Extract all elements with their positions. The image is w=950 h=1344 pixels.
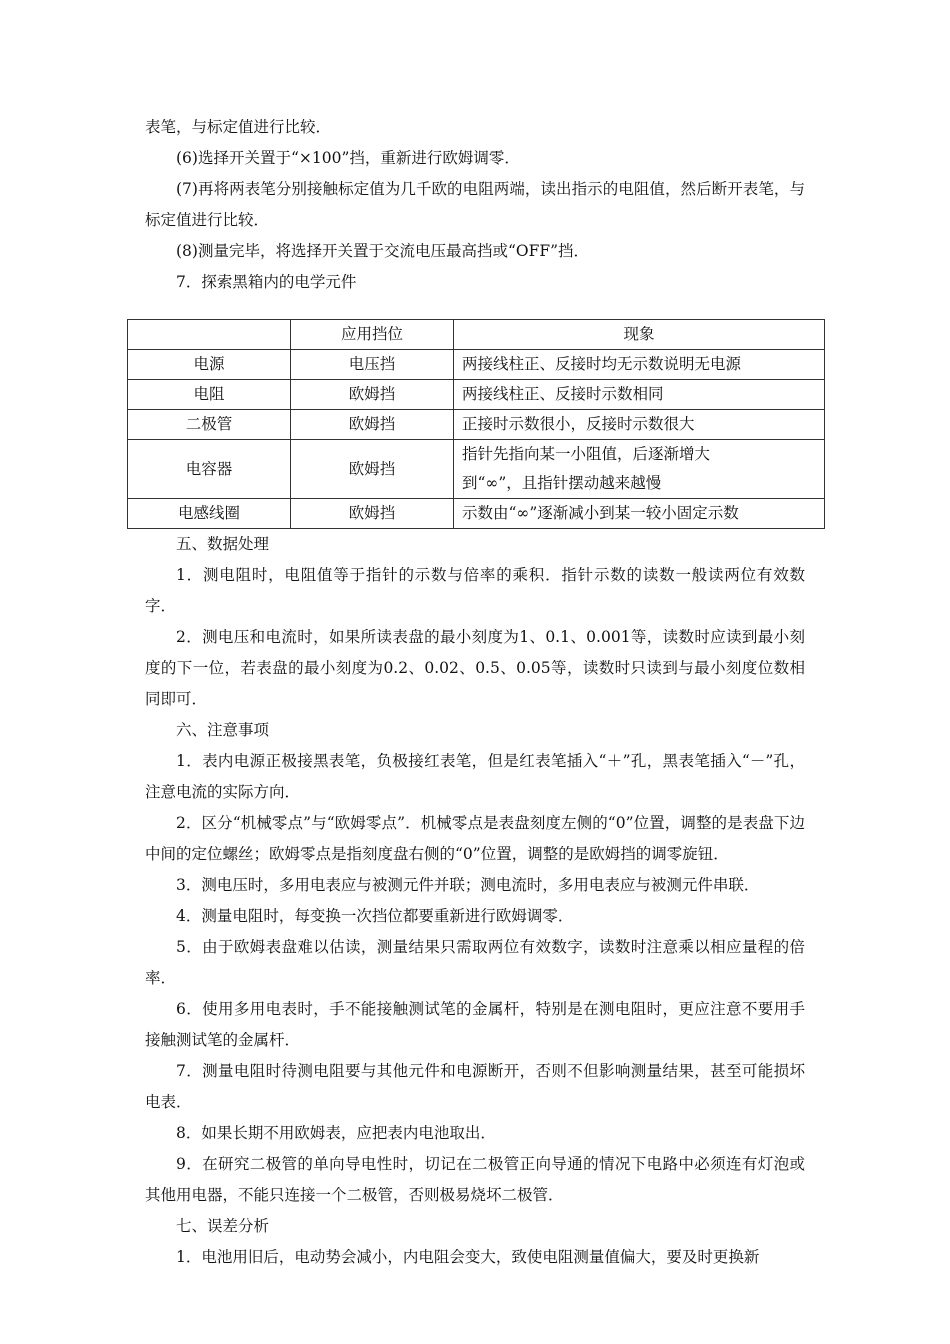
paragraph-precaution-2: 2．区分“机械零点”与“欧姆零点”．机械零点是表盘刻度左侧的“0”位置，调整的是表盘下边中间的定位螺丝；欧姆零点是指刻度盘右侧的“0”位置，调整的是欧姆挡的调零旋钮． xyxy=(145,814,805,863)
paragraph-precaution-7: 7．测量电阻时待测电阻要与其他元件和电源断开，否则不但影响测量结果，甚至可能损坏电表． xyxy=(145,1062,805,1111)
section-title-data-processing: 五、数据处理 xyxy=(176,535,270,553)
table-header-row xyxy=(128,320,825,350)
table-cell: 欧姆挡 xyxy=(291,410,454,440)
paragraph-step-8: (8)测量完毕，将选择开关置于交流电压最高挡或“OFF”挡． xyxy=(176,242,590,260)
paragraph-data-1: 1．测电阻时，电阻值等于指针的示数与倍率的乘积．指针示数的读数一般读两位有效数字． xyxy=(145,566,805,615)
table-cell: 欧姆挡 xyxy=(291,499,454,529)
paragraph-continuation: 表笔，与标定值进行比较． xyxy=(145,118,332,136)
table-cell: 指针先指向某一小阻值，后逐渐增大到“∞”，且指针摆动越来越慢 xyxy=(454,440,825,499)
table-header-cell xyxy=(128,320,291,350)
table-cell: 欧姆挡 xyxy=(291,380,454,410)
paragraph-data-2: 2．测电压和电流时，如果所读表盘的最小刻度为1、0.1、0.001等，读数时应读到最小刻度的下一位，若表盘的最小刻度为0.2、0.02、0.5、0.05等，读数时只读到与最小刻度位数相同即可． xyxy=(145,628,805,708)
table-row xyxy=(128,440,825,499)
table-cell: 电容器 xyxy=(128,440,291,499)
table-cell: 正接时示数很小，反接时示数很大 xyxy=(454,410,825,440)
table-cell: 两接线柱正、反接时示数相同 xyxy=(454,380,825,410)
paragraph-precaution-1: 1．表内电源正极接黑表笔，负极接红表笔，但是红表笔插入“＋”孔，黑表笔插入“－”孔，注意电流的实际方向． xyxy=(145,752,805,801)
table-cell: 电压挡 xyxy=(291,350,454,380)
table-cell: 电源 xyxy=(128,350,291,380)
paragraph-blackbox-heading: 7．探索黑箱内的电学元件 xyxy=(176,273,357,291)
section-title-precautions: 六、注意事项 xyxy=(176,721,270,739)
paragraph-error-1: 1．电池用旧后，电动势会减小，内电阻会变大，致使电阻测量值偏大，要及时更换新 xyxy=(176,1248,760,1266)
table-cell: 电阻 xyxy=(128,380,291,410)
section-title-error-analysis: 七、误差分析 xyxy=(176,1217,270,1235)
blackbox-table xyxy=(127,319,825,529)
paragraph-step-7: (7)再将两表笔分别接触标定值为几千欧的电阻两端，读出指示的电阻值，然后断开表笔，与标定值进行比较． xyxy=(145,180,805,229)
table-row xyxy=(128,350,825,380)
paragraph-precaution-8: 8．如果长期不用欧姆表，应把表内电池取出． xyxy=(176,1124,496,1142)
table-cell: 示数由“∞”逐渐减小到某一较小固定示数 xyxy=(454,499,825,529)
table-cell: 欧姆挡 xyxy=(291,440,454,499)
table-row xyxy=(128,499,825,529)
table-cell: 电感线圈 xyxy=(128,499,291,529)
table-cell: 二极管 xyxy=(128,410,291,440)
paragraph-precaution-6: 6．使用多用电表时，手不能接触测试笔的金属杆，特别是在测电阻时，更应注意不要用手接触测试笔的金属杆． xyxy=(145,1000,805,1049)
paragraph-precaution-5: 5．由于欧姆表盘难以估读，测量结果只需取两位有效数字，读数时注意乘以相应量程的倍率． xyxy=(145,938,805,987)
paragraph-step-6: (6)选择开关置于“×100”挡，重新进行欧姆调零． xyxy=(176,149,520,167)
table-row xyxy=(128,410,825,440)
table-row xyxy=(128,380,825,410)
document-page xyxy=(145,112,805,1273)
paragraph-precaution-3: 3．测电压时，多用电表应与被测元件并联；测电流时，多用电表应与被测元件串联． xyxy=(176,876,760,894)
table-cell: 两接线柱正、反接时均无示数说明无电源 xyxy=(454,350,825,380)
paragraph-precaution-9: 9．在研究二极管的单向导电性时，切记在二极管正向导通的情况下电路中必须连有灯泡或其他用电器，不能只连接一个二极管，否则极易烧坏二极管． xyxy=(145,1155,805,1204)
table-header-cell: 应用挡位 xyxy=(291,320,454,350)
table-header-cell: 现象 xyxy=(454,320,825,350)
paragraph-precaution-4: 4．测量电阻时，每变换一次挡位都要重新进行欧姆调零． xyxy=(176,907,574,925)
